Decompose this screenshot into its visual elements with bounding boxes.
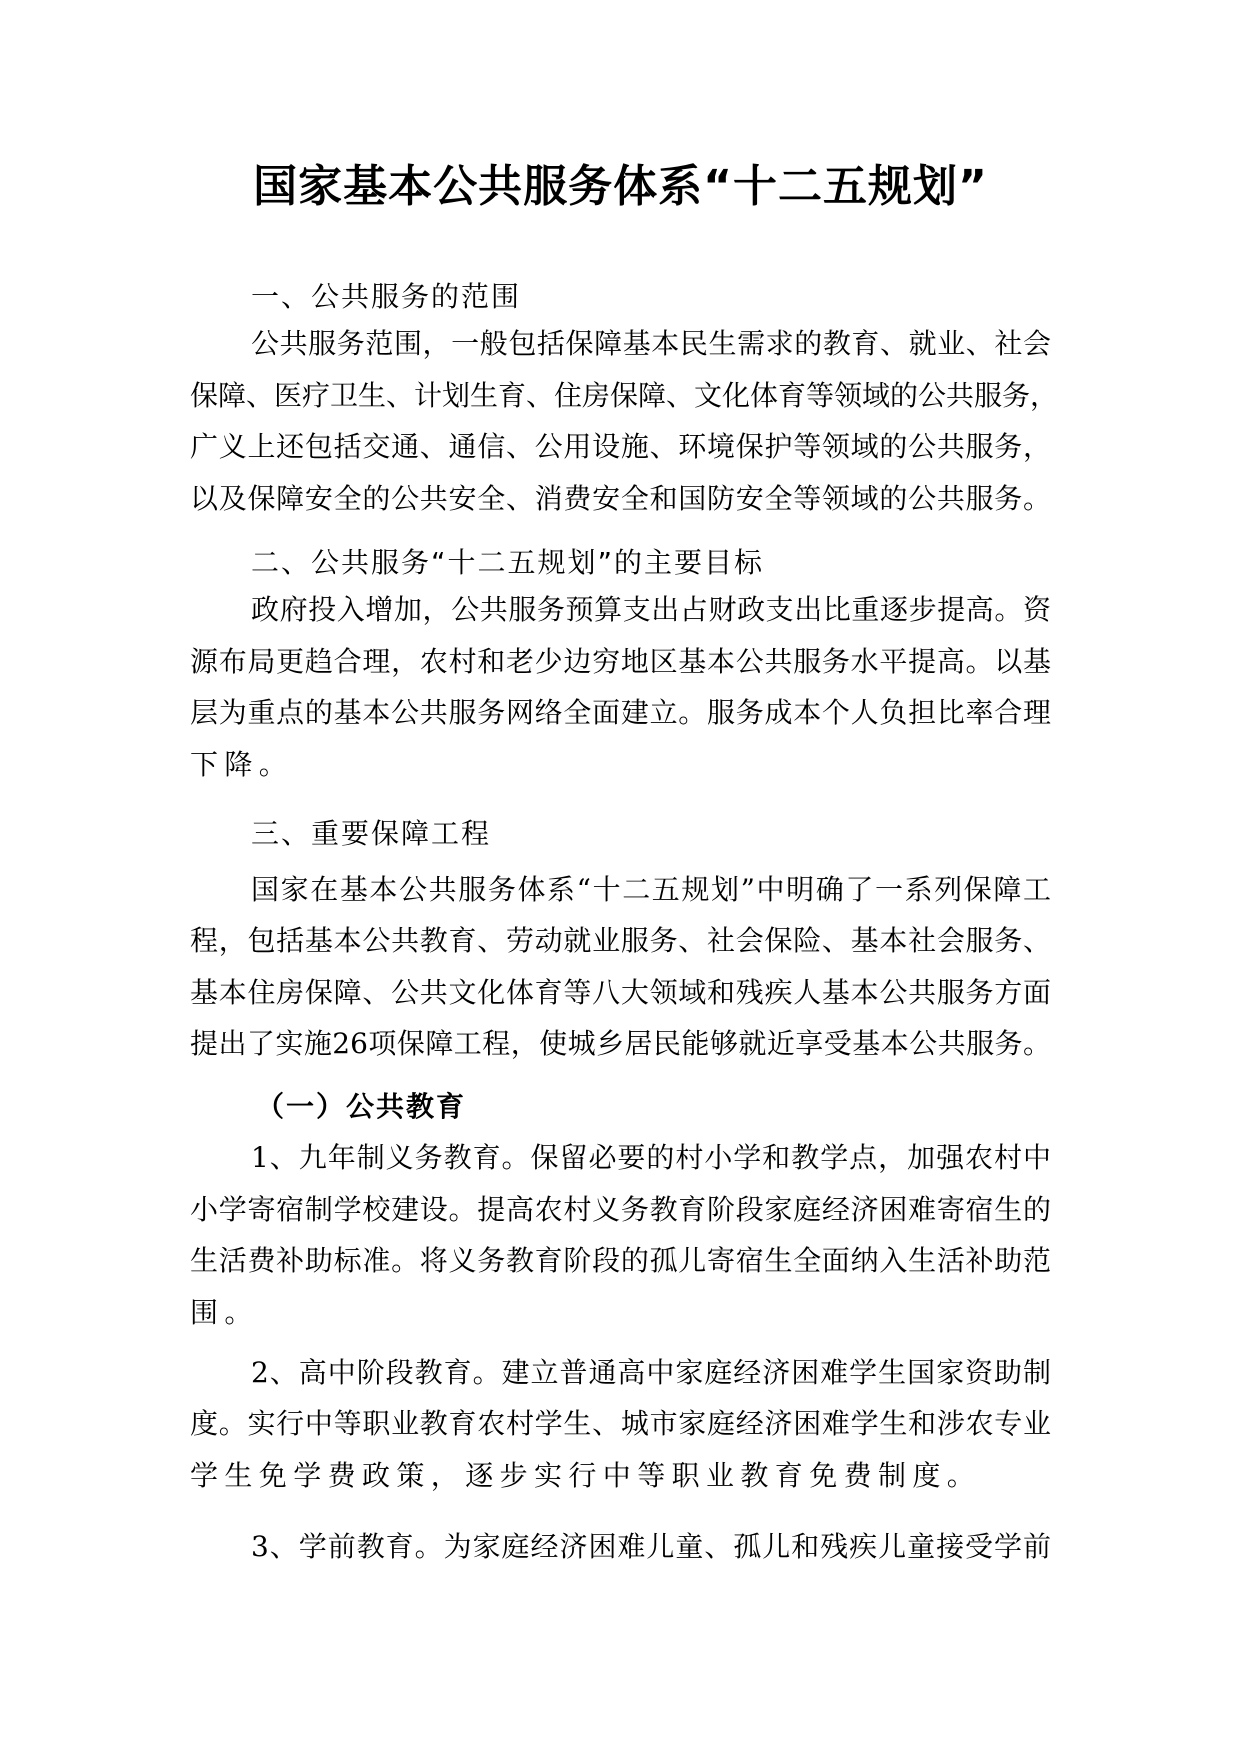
- section-heading: 三、重要保障工程: [251, 817, 492, 850]
- section-heading: 一、公共服务的范围: [251, 280, 522, 313]
- paragraph-line: 下降。: [190, 748, 294, 781]
- paragraph-line: 政府投入增加，公共服务预算支出占财政支出比重逐步提高。资: [251, 593, 1051, 626]
- paragraph-line: 保障、医疗卫生、计划生育、住房保障、文化体育等领域的公共服务，: [190, 379, 1059, 412]
- paragraph-line: 层为重点的基本公共服务网络全面建立。服务成本个人负担比率合理: [190, 696, 1051, 729]
- paragraph-line: 基本住房保障、公共文化体育等八大领域和残疾人基本公共服务方面: [190, 976, 1051, 1009]
- paragraph-line: 国家在基本公共服务体系“十二五规划”中明确了一系列保障工: [251, 873, 1051, 906]
- paragraph-line: 程，包括基本公共教育、劳动就业服务、社会保险、基本社会服务、: [190, 924, 1051, 957]
- paragraph-line: 广义上还包括交通、通信、公用设施、环境保护等领域的公共服务，: [190, 430, 1051, 463]
- paragraph-line: 围。: [190, 1296, 259, 1329]
- paragraph-line: 2、高中阶段教育。建立普通高中家庭经济困难学生国家资助制: [251, 1356, 1051, 1389]
- paragraph-line: 以及保障安全的公共安全、消费安全和国防安全等领域的公共服务。: [190, 482, 1051, 515]
- paragraph-line: 小学寄宿制学校建设。提高农村义务教育阶段家庭经济困难寄宿生的: [190, 1193, 1051, 1226]
- document-title: 国家基本公共服务体系“十二五规划”: [253, 161, 988, 212]
- paragraph-line: 公共服务范围，一般包括保障基本民生需求的教育、就业、社会: [251, 327, 1051, 360]
- paragraph-line: 度。实行中等职业教育农村学生、城市家庭经济困难学生和涉农专业: [190, 1407, 1051, 1440]
- paragraph-line: 1、九年制义务教育。保留必要的村小学和教学点，加强农村中: [251, 1141, 1051, 1174]
- section-heading: 二、公共服务“十二五规划”的主要目标: [251, 546, 765, 579]
- paragraph-line: 生活费补助标准。将义务教育阶段的孤儿寄宿生全面纳入生活补助范: [190, 1244, 1051, 1277]
- paragraph-line: 提出了实施26项保障工程，使城乡居民能够就近享受基本公共服务。: [190, 1027, 1051, 1060]
- paragraph-line: 3、学前教育。为家庭经济困难儿童、孤儿和残疾儿童接受学前: [251, 1530, 1051, 1563]
- paragraph-line: 学生免学费政策，逐步实行中等职业教育免费制度。: [190, 1459, 982, 1492]
- paragraph-line: 源布局更趋合理，农村和老少边穷地区基本公共服务水平提高。以基: [190, 645, 1051, 678]
- subsection-heading: （一）公共教育: [256, 1090, 467, 1123]
